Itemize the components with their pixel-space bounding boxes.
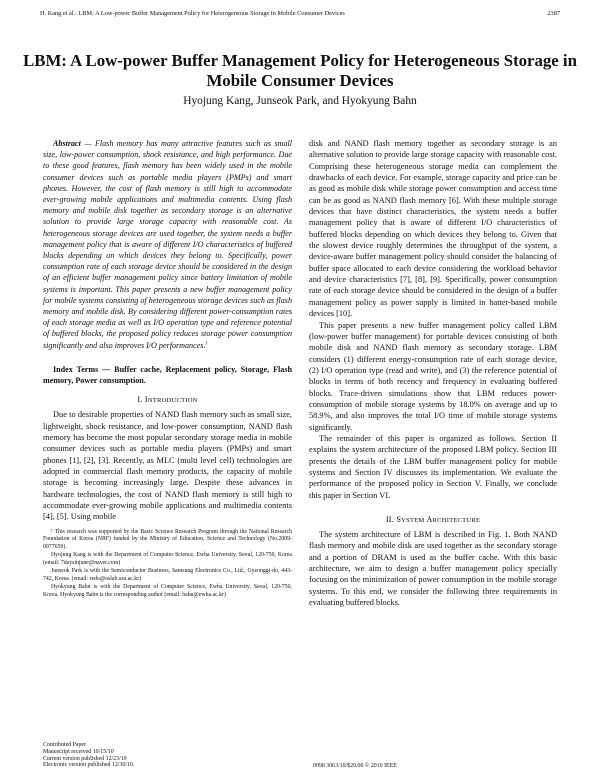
index-terms: Index Terms — Buffer cache, Replacement policy, Storage, Flash memory, Power consumption.: [43, 364, 292, 386]
running-head: [40, 10, 560, 17]
copyright-line: 0098 3063/10/$20.00 © 2010 IEEE: [313, 763, 397, 769]
intro-paragraph-3: The remainder of this paper is organized as follows. Section II explains the system architecture of the proposed LBM policy. Section III presents the details of the LBM buffer management policy for mobile systems and Section IV discusses its implementation. We evaluate the performance of the proposed policy in Section V. Finally, we conclude this paper in Section VI.: [309, 433, 557, 500]
intro-paragraph-1: Due to desirable properties of NAND flash memory such as small size, lightweight, shock resistance, and low-power consumption, NAND flash memory has become the most popular secondary storage media in mobile consumer devices such as portable media players (PMPs) and smart phones [1], [2], [3]. Recently, as MLC (multi level cell) technologies are adopted in commercial flash memory products, the capacity of mobile storage is becoming increasingly large. Despite these advances in hardware technologies, the cost of NAND flash memory is still high to accommodate ever-growing mobile applications and multimedia contents [4], [5]. Using mobile: [43, 410, 292, 522]
right-column: [309, 138, 557, 608]
electronic-version: Electronic version published 12/30/10.: [43, 762, 135, 769]
current-version: Current version published 12/23/10: [43, 755, 127, 762]
footnotes: [43, 529, 292, 600]
section-heading-introduction: I. INTRODUCTION: [137, 395, 198, 405]
footnote-author-2: Junseok Park is with the Semiconductor Business, Samsung Electronics Co., Ltd., Gyeonggi-do, 443-742, Korea. (email: redo@oslab.ssu.ac.kr): [43, 568, 292, 582]
contributed-paper-label: Contributed Paper: [43, 742, 87, 748]
section-heading-system-architecture: II. SYSTEM ARCHITECTURE: [385, 515, 481, 524]
abstract-text: — Flash memory has many attractive features such as small size, low-power consumption, shock resistance, and high performance. Due to these good features, flash memory has been widely used in the mobile consumer devices such as portable media players (PMPs) and smart phones. However, the cost of flash memory is still high to accommodate ever-growing mobile applications and multimedia contents. Using flash memory and mobile disk together as secondary storage is an alternative solution to provide large storage capacity with reasonable cost. As heterogeneous storage devices are used together, the system needs a buffer management policy that is aware of different I/O characteristics of buffered blocks depending on which devices they belong to. Specifically, power consumption rate of each storage device should be considered in the design of an efficient buffer management policy since battery limitation of mobile systems is important. This paper presents a new buffer management policy for mobile systems consisting of heterogeneous storage devices such as flash memory and mobile disk. By considering different power-consumption rates of each storage media as well as I/O operation type and reference potential of buffered blocks, the proposed policy reduces storage power consumption significantly and also improves I/O performances.: [43, 139, 292, 350]
intro-paragraph-1-continued: disk and NAND flash memory together as secondary storage is an alternative solution to provide large storage capacity with reasonable cost. Comprising these heterogeneous storage media can complement the drawbacks of each device. For example, storage capacity and price can be as good as mobile disk while storage power consumption and access time can be as good as NAND flash memory [6]. With these multiple storage devices that have distinct characteristics, the system needs a buffer management policy that is aware of different I/O characteristics of buffered blocks depending on which devices they belong to. Given that the slowest device roughly determines the throughput of the system, a device-aware buffer management policy should consider the balancing of buffer space allocated to each device considering the workload behavior and device characteristics [7], [8], [9]. Specifically, power consumption rate of each storage device should be considered in the design of a buffer management policy as power supply is limited in batter-based mobile devices [10].: [309, 139, 557, 319]
author-list: Hyojung Kang, Junseok Park, and Hyokyung Bahn: [183, 95, 417, 107]
footnote-funding: ¹ This research was supported by the Basic Science Research Program through the National Research Foundation of Korea (NRF) funded by the Ministry of Education, Science and Technology (No.2009-0077659).: [43, 528, 292, 550]
abstract-footnote-mark: 1: [205, 340, 208, 346]
manuscript-received: Manuscript received 10/15/10: [43, 748, 114, 755]
paper-title: LBM: A Low-power Buffer Management Policy for Heterogeneous Storage in Mobile Consumer Devices: [23, 51, 577, 90]
footnote-author-3: Hyokyung Bahn is with the Department of Computer Science, Ewha University, Seoul, 120-750, Korea. Hyokyung Bahn is the corresponding author (email: bahn@ewha.ac.kr): [43, 584, 292, 598]
footnote-author-1: Hyojung Kang is with the Department of Computer Science, Ewha University, Seoul, 120-750, Korea (email: 7daysinjune@naver.com): [43, 552, 292, 566]
abstract-label: Abstract: [53, 139, 81, 148]
architecture-paragraph-1: The system architecture of LBM is described in Fig. 1. Both NAND flash memory and mobile disk are used together as the secondary storage and a portion of DRAM is used as the buffer cache. With this basic architecture, we aim to design a buffer management policy specially focusing on the minimization of power consumption in the mobile storage systems. To this end, we consider the following three requirements in evaluating buffered blocks.: [309, 530, 557, 608]
page-number: 2387: [547, 10, 560, 17]
left-column: [43, 138, 292, 600]
intro-paragraph-2: This paper presents a new buffer management policy called LBM (low-power buffer management) for portable devices consisting of both mobile disk and NAND flash memory as secondary storage. LBM considers (1) different energy-consumption rate of each storage device, (2) I/O operation type (read and write), and (3) the reference potential of blocks in terms of both recency and frequency in evaluating buffered blocks. Trace-driven simulations show that LBM reduces power-consumption of mobile storage systems by 18.0% on average and up to 58.9%, and also improves the total I/O time of mobile storage systems significantly.: [309, 320, 557, 432]
manuscript-info: [43, 742, 134, 769]
abstract: [43, 138, 292, 351]
running-head-title: H. Kang et al.: LBM: A Low-power Buffer Management Policy for Heterogeneous Storage in Mobile Consumer Devices: [40, 10, 345, 17]
